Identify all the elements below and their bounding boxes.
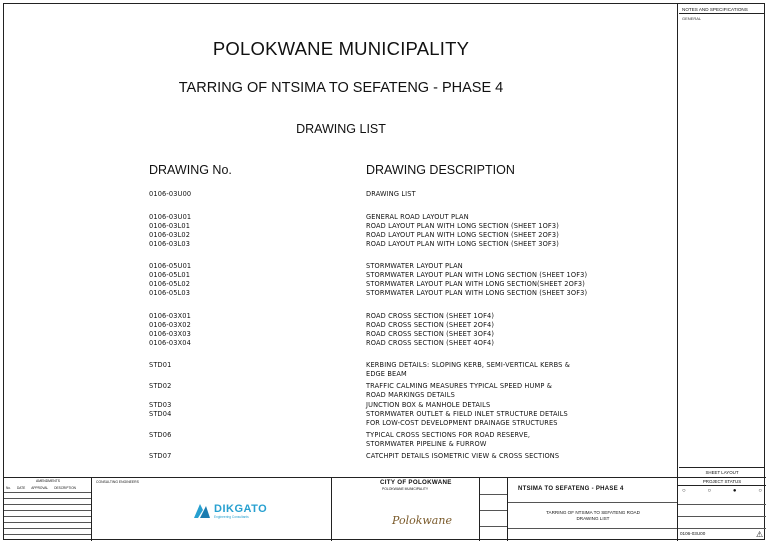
drawing-description-cell (366, 240, 646, 249)
drawing-number: 0106-03U00 (680, 531, 706, 536)
amendments-columns (6, 486, 92, 490)
drawing-description-cell (366, 401, 646, 410)
drawing-title (508, 510, 678, 522)
description-line: STORMWATER LAYOUT PLAN WITH LONG SECTION (SHEET 3OF3) (366, 289, 588, 297)
drawing-title-line2: DRAWING LIST (576, 516, 610, 521)
municipality-title: POLOKWANE MUNICIPALITY (212, 38, 470, 59)
description-line: JUNCTION BOX & MANHOLE DETAILS (366, 401, 491, 409)
amend-col-date: DATE (16, 486, 26, 490)
drawing-description-cell (366, 339, 646, 348)
drawing-description-cell (366, 382, 646, 400)
notes-panel (679, 4, 765, 477)
description-line: STORMWATER OUTLET & FIELD INLET STRUCTURE DETAILS (366, 410, 568, 418)
description-line: STORMWATER LAYOUT PLAN WITH LONG SECTION (SHEET 1OF3) (366, 271, 588, 279)
drawing-description-cell (366, 262, 646, 271)
approvals-cell (480, 478, 508, 541)
notes-general-label: GENERAL (682, 16, 702, 21)
amend-col-approval: APPROVAL (31, 486, 49, 490)
drawing-rows (4, 4, 678, 477)
drawing-number-cell: 0106-03X03 (149, 330, 191, 338)
drawing-description-cell (366, 280, 646, 289)
project-title: TARRING OF NTSIMA TO SEFATENG - PHASE 4 (178, 80, 504, 96)
description-line: ROAD CROSS SECTION (SHEET 4OF4) (366, 339, 495, 347)
dikgato-logo (192, 500, 282, 522)
drawing-number-cell: 0106-05U01 (149, 262, 192, 270)
title-block (4, 477, 766, 540)
status-circle-icon-1: ○ (682, 488, 686, 494)
client-name: CITY OF POLOKWANE (380, 479, 452, 486)
drawing-description-header: DRAWING DESCRIPTION (366, 163, 515, 177)
description-line: ROAD CROSS SECTION (SHEET 3OF4) (366, 330, 495, 338)
consultant-cell (92, 478, 332, 541)
client-cell (332, 478, 480, 541)
drawing-sheet (3, 3, 765, 540)
drawing-description-cell (366, 431, 646, 449)
drawing-number-cell: STD06 (149, 431, 172, 439)
drawing-description-cell (366, 289, 646, 298)
polokwane-logo: Polokwane (392, 514, 452, 527)
description-line: ROAD LAYOUT PLAN WITH LONG SECTION (SHEET 1OF3) (366, 222, 559, 230)
drawing-number-cell: 0106-03L02 (149, 231, 191, 239)
drawing-list-title: DRAWING LIST (296, 122, 386, 136)
drawing-number-cell: 0106-03U01 (149, 213, 192, 221)
description-line: STORMWATER LAYOUT PLAN WITH LONG SECTION(SHEET 2OF3) (366, 280, 585, 288)
description-line: EDGE BEAM (366, 370, 407, 378)
description-line: ROAD LAYOUT PLAN WITH LONG SECTION (SHEET 2OF3) (366, 231, 559, 239)
drawing-number-cell: 0106-05L03 (149, 289, 191, 297)
drawing-description-cell (366, 222, 646, 231)
warning-triangle-icon: ⚠ (756, 530, 764, 539)
drawing-description-cell (366, 231, 646, 240)
description-line: TYPICAL CROSS SECTIONS FOR ROAD RESERVE, (366, 431, 531, 439)
drawing-number-cell: STD04 (149, 410, 172, 418)
drawing-description-cell (366, 312, 646, 321)
drawing-number-header: DRAWING No. (149, 163, 232, 177)
amendments-cell (4, 478, 92, 541)
drawing-number-cell: 0106-03U00 (149, 190, 192, 198)
drawing-description-cell (366, 452, 646, 461)
drawing-number-cell: 0106-05L02 (149, 280, 191, 288)
drawing-number-cell: STD01 (149, 361, 172, 369)
drawing-description-cell (366, 321, 646, 330)
drawing-number-cell: 0106-03L01 (149, 222, 191, 230)
description-line: ROAD MARKINGS DETAILS (366, 391, 455, 399)
project-name: NTSIMA TO SEFATENG - PHASE 4 (518, 486, 624, 492)
description-line: FOR LOW-COST DEVELOPMENT DRAINAGE STRUCTURES (366, 419, 558, 427)
drawing-number-cell: STD02 (149, 382, 172, 390)
drawing-number-cell: 0106-03L03 (149, 240, 191, 248)
description-line: GENERAL ROAD LAYOUT PLAN (366, 213, 469, 221)
drawing-list-area (4, 4, 678, 477)
consultant-label: CONSULTING ENGINEERS (96, 480, 139, 484)
description-line: ROAD CROSS SECTION (SHEET 2OF4) (366, 321, 495, 329)
status-circle-icon-4: ○ (758, 488, 762, 494)
drawing-description-cell (366, 271, 646, 280)
project-cell (508, 478, 678, 541)
dikgato-mark-icon (192, 500, 212, 522)
drawing-number-cell: 0106-03X01 (149, 312, 191, 320)
drawing-number-cell: 0106-03X04 (149, 339, 191, 347)
status-circle-icon-3: ● (732, 488, 737, 494)
drawing-title-line1: TARRING OF NTSIMA TO SEFATENG ROAD (546, 510, 640, 515)
drawing-number-cell: STD03 (149, 401, 172, 409)
drawing-number-cell: STD07 (149, 452, 172, 460)
description-line: KERBING DETAILS: SLOPING KERB, SEMI-VERTICAL KERBS & (366, 361, 571, 369)
client-subtitle: POLOKWANE MUNICIPALITY (382, 487, 429, 491)
drawing-description-cell (366, 330, 646, 339)
notes-title: NOTES AND SPECIFICATIONS (679, 5, 765, 14)
drawing-description-cell (366, 190, 646, 199)
status-circle-icon-2: ○ (707, 488, 712, 494)
project-status-label: PROJECT STATUS (678, 478, 766, 486)
description-line: STORMWATER LAYOUT PLAN (366, 262, 463, 270)
sheet-layout-label: SHEET LAYOUT (679, 467, 765, 477)
status-cell (678, 478, 766, 541)
description-line: TRAFFIC CALMING MEASURES TYPICAL SPEED HUMP & (366, 382, 553, 390)
description-line: ROAD LAYOUT PLAN WITH LONG SECTION (SHEET 3OF3) (366, 240, 559, 248)
status-icons (682, 488, 762, 494)
description-line: DRAWING LIST (366, 190, 416, 198)
drawing-description-cell (366, 213, 646, 222)
description-line: ROAD CROSS SECTION (SHEET 1OF4) (366, 312, 495, 320)
drawing-description-cell (366, 361, 646, 379)
amend-col-no: No. (6, 486, 11, 490)
drawing-description-cell (366, 410, 646, 428)
drawing-number-cell: 0106-05L01 (149, 271, 191, 279)
description-line: CATCHPIT DETAILS ISOMETRIC VIEW & CROSS SECTIONS (366, 452, 560, 460)
drawing-number-cell: 0106-03X02 (149, 321, 191, 329)
amendments-label: AMENDMENTS (35, 479, 61, 483)
description-line: STORMWATER PIPELINE & FURROW (366, 440, 487, 448)
amend-col-description: DESCRIPTION (54, 486, 76, 490)
dikgato-name: DIKGATO (214, 503, 268, 515)
dikgato-subtitle: Engineering Consultants (214, 515, 249, 519)
